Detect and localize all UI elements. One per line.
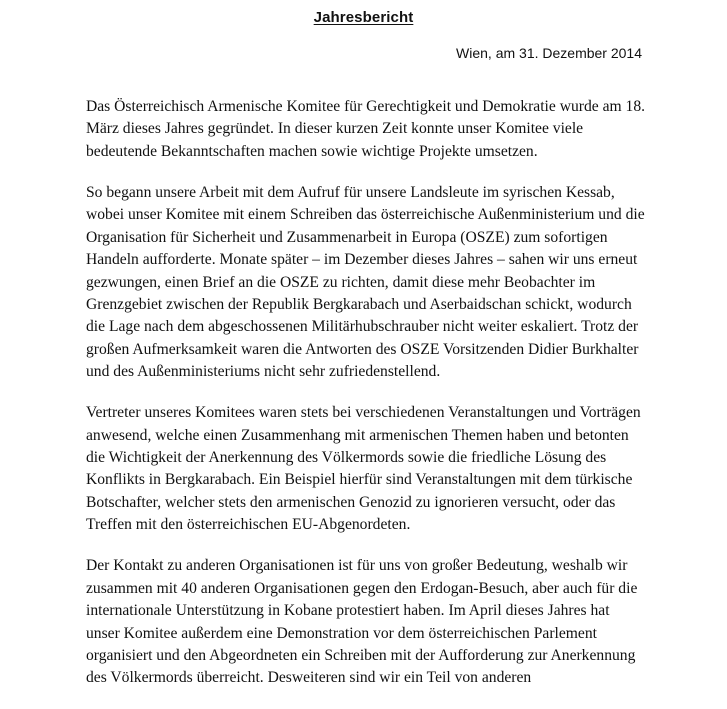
text-line: So begann unsere Arbeit mit dem Aufruf für unsere Landsleute im syrischen Kessab, [86, 183, 615, 201]
text-line: Organisation für Sicherheit und Zusammenarbeit in Europa (OSZE) zum sofortigen [86, 228, 608, 246]
text-line: Konflikts in Bergkarabach. Ein Beispiel hierfür sind Veranstaltungen mit dem türkische [86, 471, 633, 489]
paragraph [86, 555, 656, 689]
text-line: organisiert und den Abgeordneten ein Schreiben mit der Aufforderung zur Anerkennung [86, 647, 636, 664]
text-line: Grenzgebiet zwischen der Republik Bergkarabach und Aserbaidschan schickt, wodurch [86, 295, 632, 313]
text-line: großen Aufmerksamkeit waren die Antworten des OSZE Vorsitzenden Didier Burkhalter [86, 340, 639, 358]
text-line: Handeln aufforderte. Monate später – im Dezember dieses Jahres – sahen wir uns erneut [86, 251, 638, 269]
paragraph [86, 182, 656, 384]
paragraph [86, 402, 656, 536]
text-line: des Völkermords überreicht. Desweiteren sind wir ein Teil von anderen [86, 669, 532, 687]
text-line: Das Österreichisch Armenische Komitee für Gerechtigkeit und Demokratie wurde am 18. [86, 98, 646, 115]
dateline: Wien, am 31. Dezember 2014 [456, 45, 642, 61]
text-line: die Lage nach dem abgeschossenen Militärhubschrauber nicht weiter eskaliert. Trotz der [86, 318, 639, 336]
text-line: bedeutende Bekanntschaften machen sowie wichtige Projekte umsetzen. [86, 142, 538, 160]
text-line: März dieses Jahres gegründet. In dieser kurzen Zeit konnte unser Komitee viele [86, 120, 584, 138]
text-line: unser Komitee außerdem eine Demonstration vor dem österreichischen Parlement [86, 624, 597, 642]
text-line: gezwungen, einen Brief an die OSZE zu richten, damit diese mehr Beobachter im [86, 273, 596, 291]
text-line: anwesend, welche einen Zusammenhang mit armenischen Themen haben und betonten [86, 426, 629, 444]
document-body [86, 96, 656, 709]
document-title: Jahresbericht [313, 9, 414, 26]
text-line: wobei unser Komitee mit einem Schreiben das österreichische Außenministerium und die [86, 206, 645, 224]
text-line: zusammen mit 40 anderen Organisationen gegen den Erdogan-Besuch, aber auch für die [86, 579, 638, 597]
paragraph [86, 96, 656, 163]
text-line: internationale Unterstützung in Kobane protestiert haben. Im April dieses Jahres hat [86, 602, 610, 620]
text-line: die Wichtigkeit der Anerkennung des Völkermords sowie die friedliche Lösung des [86, 449, 607, 467]
text-line: Der Kontakt zu anderen Organisationen ist für uns von großer Bedeutung, weshalb wir [86, 557, 628, 575]
text-line: und des Außenministeriums nicht sehr zufriedenstellend. [86, 363, 441, 381]
text-line: Vertreter unseres Komitees waren stets bei verschiedenen Veranstaltungen und Vorträgen [86, 404, 641, 422]
text-line: Treffen mit den österreichischen EU-Abgenordeten. [86, 516, 411, 534]
text-line: Botschafter, welcher stets den armenischen Genozid zu ignorieren versucht, oder das [86, 493, 616, 511]
